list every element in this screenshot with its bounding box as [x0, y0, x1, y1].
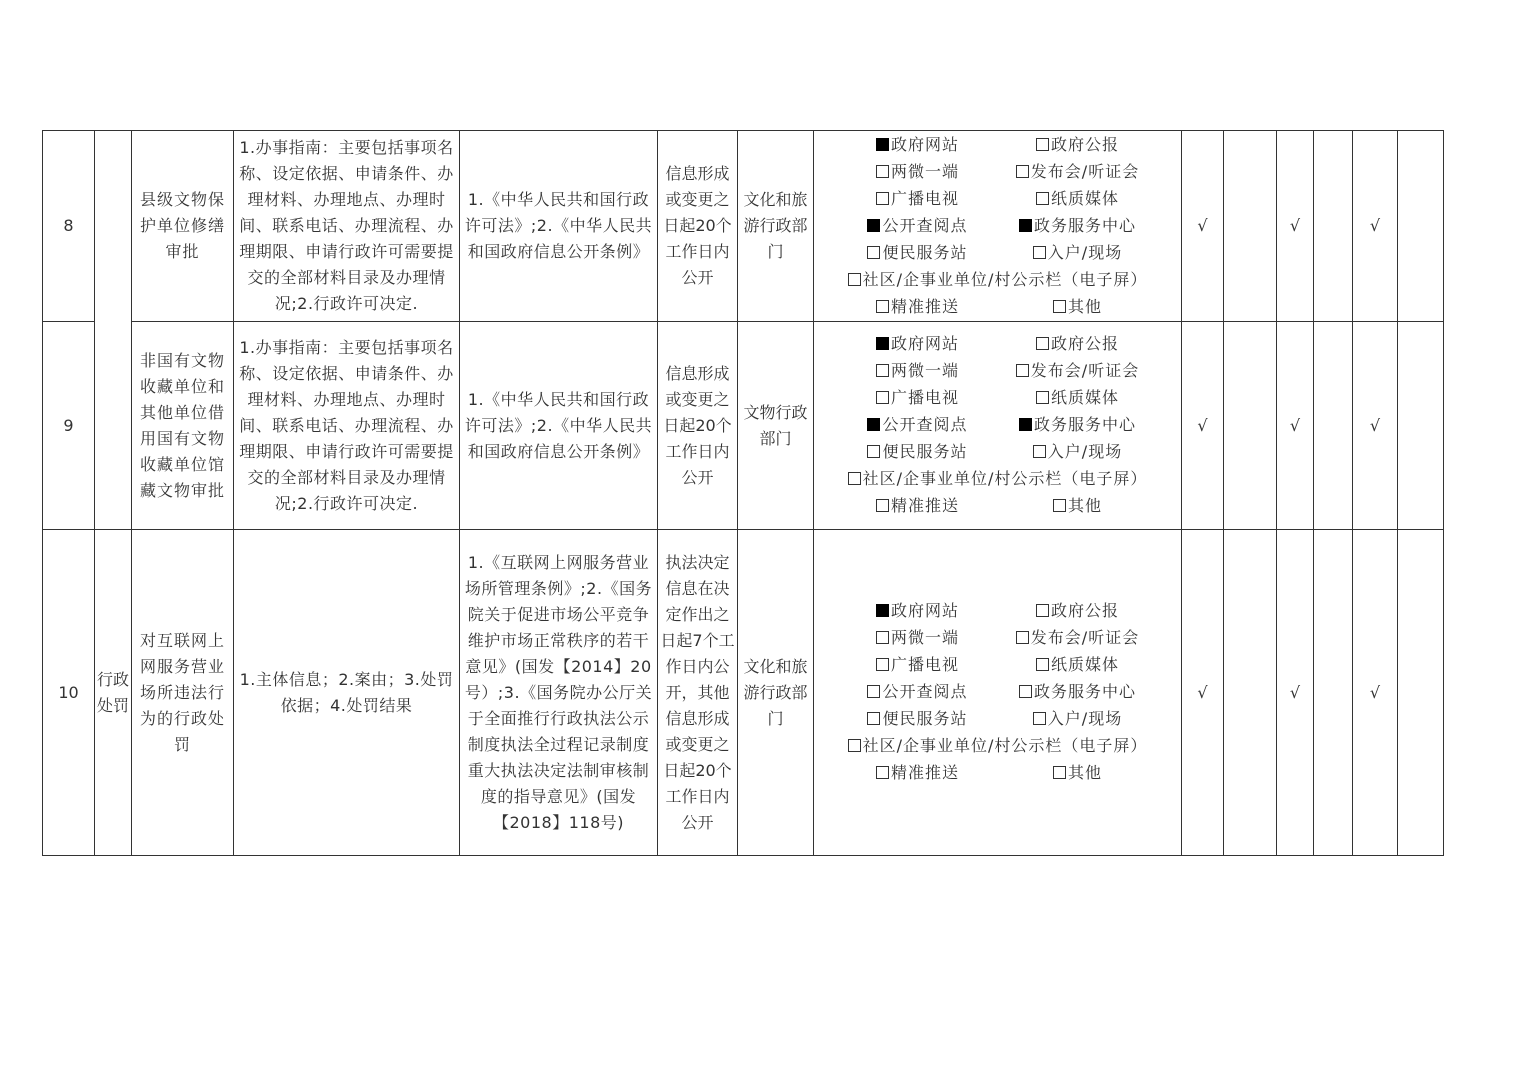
channel-label: 社区/企事业单位/村公示栏（电子屏） [862, 469, 1148, 488]
disclosure-content: 1.主体信息；2.案由；3.处罚依据；4.处罚结果 [234, 530, 460, 856]
mark-cell [1398, 530, 1444, 856]
channel-row [814, 493, 1181, 520]
channel-option [998, 294, 1158, 320]
channel-label: 社区/企事业单位/村公示栏（电子屏） [862, 736, 1148, 755]
mark-cell: √ [1182, 131, 1224, 322]
unchecked-box-icon [876, 499, 889, 512]
channel-option [998, 213, 1158, 239]
checked-box-icon [867, 219, 880, 232]
unchecked-box-icon [1036, 337, 1049, 350]
channel-option [838, 358, 998, 384]
channel-label: 便民服务站 [882, 709, 968, 728]
disclosure-basis: 1.《中华人民共和国行政许可法》;2.《中华人民共和国政府信息公开条例》 [460, 322, 658, 530]
channel-row [814, 240, 1181, 267]
channel-option [838, 240, 998, 266]
channel-option [998, 625, 1158, 651]
channel-row [814, 294, 1181, 321]
row-number: 9 [43, 322, 95, 530]
mark-cell [1314, 530, 1353, 856]
channel-row [814, 331, 1181, 358]
checked-box-icon [876, 337, 889, 350]
mark-cell [1398, 131, 1444, 322]
channel-row [814, 598, 1181, 625]
checked-box-icon [1019, 219, 1032, 232]
channel-option [998, 493, 1158, 519]
disclosure-content: 1.办事指南：主要包括事项名称、设定依据、申请条件、办理材料、办理地点、办理时间、联系电话、办理流程、办理期限、申请行政许可需要提交的全部材料目录及办理情况;2.行政许可决定. [234, 322, 460, 530]
channel-label: 其他 [1067, 763, 1102, 782]
row-number: 10 [43, 530, 95, 856]
checked-box-icon [876, 138, 889, 151]
channel-label: 其他 [1067, 496, 1102, 515]
channel-row [814, 412, 1181, 439]
unchecked-box-icon [1016, 364, 1029, 377]
channel-label: 政府网站 [890, 601, 959, 620]
channel-option [998, 358, 1158, 384]
channel-row [814, 706, 1181, 733]
channel-option [838, 213, 998, 239]
unchecked-box-icon [876, 165, 889, 178]
channel-option [838, 706, 998, 732]
unchecked-box-icon [1036, 138, 1049, 151]
channel-option [838, 385, 998, 411]
channel-option [848, 466, 1148, 492]
checked-box-icon [867, 418, 880, 431]
channel-option [998, 385, 1158, 411]
channel-option [838, 439, 998, 465]
channel-label: 纸质媒体 [1050, 388, 1119, 407]
unchecked-box-icon [1019, 685, 1032, 698]
channel-option [838, 186, 998, 212]
disclosure-time-limit: 信息形成或变更之日起20个工作日内公开 [658, 322, 738, 530]
channel-option [838, 679, 998, 705]
mark-cell [1224, 322, 1277, 530]
category-cell: 行政处罚 [95, 530, 132, 856]
channel-label: 发布会/听证会 [1030, 628, 1140, 647]
mark-cell: √ [1353, 131, 1398, 322]
channel-label: 发布会/听证会 [1030, 161, 1140, 181]
channel-label: 政务服务中心 [1033, 215, 1136, 235]
disclosure-content: 1.办事指南：主要包括事项名称、设定依据、申请条件、办理材料、办理地点、办理时间、联系电话、办理流程、办理期限、申请行政许可需要提交的全部材料目录及办理情况;2.行政许可决定. [234, 131, 460, 322]
channel-row [814, 625, 1181, 652]
unchecked-box-icon [876, 192, 889, 205]
unchecked-box-icon [876, 631, 889, 644]
mark-cell [1224, 530, 1277, 856]
channel-row [814, 186, 1181, 213]
unchecked-box-icon [876, 300, 889, 313]
channel-label: 纸质媒体 [1050, 655, 1119, 674]
channel-label: 政府公报 [1050, 601, 1119, 620]
channel-option [998, 706, 1158, 732]
channel-row [814, 267, 1181, 294]
channel-label: 便民服务站 [882, 442, 968, 461]
channel-option [848, 733, 1148, 759]
channel-label: 社区/企事业单位/村公示栏（电子屏） [862, 269, 1148, 289]
channel-label: 两微一端 [890, 361, 959, 380]
channel-option [998, 159, 1158, 185]
mark-cell [1398, 322, 1444, 530]
unchecked-box-icon [1033, 246, 1046, 259]
unchecked-box-icon [1053, 499, 1066, 512]
item-name: 对互联网上网服务营业场所违法行为的行政处罚 [132, 530, 234, 856]
mark-cell: √ [1182, 530, 1224, 856]
mark-cell: √ [1277, 530, 1314, 856]
channel-label: 政府网站 [890, 334, 959, 353]
channel-label: 政府公报 [1050, 334, 1119, 353]
unchecked-box-icon [848, 472, 861, 485]
unchecked-box-icon [867, 445, 880, 458]
unchecked-box-icon [1033, 445, 1046, 458]
channel-label: 精准推送 [890, 296, 959, 316]
unchecked-box-icon [876, 391, 889, 404]
channel-label: 公开查阅点 [882, 682, 968, 701]
channel-label: 广播电视 [890, 188, 959, 208]
channel-label: 入户/现场 [1047, 242, 1123, 262]
channel-option [838, 294, 998, 320]
channel-label: 精准推送 [890, 763, 959, 782]
channel-option [838, 625, 998, 651]
channel-option [838, 331, 998, 357]
disclosure-basis: 1.《互联网上网服务营业场所管理条例》;2.《国务院关于促进市场公平竞争维护市场正常秩序的若干意见》(国发【2014】20号）;3.《国务院办公厅关于全面推行行政执法公示制度执法全过程记录制度重大执法决定法制审核制度的指导意见》(国发【2018】118号) [460, 530, 658, 856]
channel-row [814, 733, 1181, 760]
mark-cell: √ [1353, 530, 1398, 856]
channel-label: 政务服务中心 [1033, 415, 1136, 434]
item-name: 县级文物保护单位修缮审批 [132, 131, 234, 322]
unchecked-box-icon [867, 685, 880, 698]
channel-option [838, 412, 998, 438]
responsible-department: 文化和旅游行政部门 [738, 131, 814, 322]
channel-option [998, 132, 1158, 158]
unchecked-box-icon [876, 766, 889, 779]
item-name: 非国有文物收藏单位和其他单位借用国有文物收藏单位馆藏文物审批 [132, 322, 234, 530]
channel-option [848, 267, 1148, 293]
channel-option [838, 760, 998, 786]
responsible-department: 文化和旅游行政部门 [738, 530, 814, 856]
unchecked-box-icon [876, 658, 889, 671]
channel-label: 发布会/听证会 [1030, 361, 1140, 380]
channel-label: 入户/现场 [1047, 442, 1123, 461]
table-row [43, 530, 1444, 856]
channel-row [814, 213, 1181, 240]
channel-option [998, 240, 1158, 266]
table-row [43, 131, 1444, 322]
channel-label: 其他 [1067, 296, 1102, 316]
unchecked-box-icon [867, 246, 880, 259]
unchecked-box-icon [1053, 766, 1066, 779]
channel-label: 两微一端 [890, 161, 959, 181]
disclosure-time-limit: 信息形成或变更之日起20个工作日内公开 [658, 131, 738, 322]
channel-option [998, 652, 1158, 678]
channel-option [838, 652, 998, 678]
channel-option [998, 679, 1158, 705]
mark-cell: √ [1353, 322, 1398, 530]
channel-label: 两微一端 [890, 628, 959, 647]
channel-label: 政府网站 [890, 134, 959, 154]
channel-row [814, 358, 1181, 385]
unchecked-box-icon [1036, 391, 1049, 404]
mark-cell [1314, 322, 1353, 530]
checked-box-icon [876, 604, 889, 617]
unchecked-box-icon [1033, 712, 1046, 725]
responsible-department: 文物行政部门 [738, 322, 814, 530]
disclosure-channels [814, 322, 1182, 530]
unchecked-box-icon [867, 712, 880, 725]
unchecked-box-icon [1016, 631, 1029, 644]
channel-option [998, 412, 1158, 438]
channel-row [814, 679, 1181, 706]
channel-label: 广播电视 [890, 655, 959, 674]
mark-cell: √ [1182, 322, 1224, 530]
channel-option [998, 186, 1158, 212]
table-row [43, 322, 1444, 530]
channel-label: 政务服务中心 [1033, 682, 1136, 701]
channel-row [814, 159, 1181, 186]
disclosure-time-limit: 执法决定信息在决定作出之日起7个工作日内公开，其他信息形成或变更之日起20个工作日内公开 [658, 530, 738, 856]
channel-row [814, 652, 1181, 679]
checked-box-icon [1019, 418, 1032, 431]
channel-row [814, 439, 1181, 466]
channel-option [838, 159, 998, 185]
unchecked-box-icon [848, 739, 861, 752]
unchecked-box-icon [1036, 192, 1049, 205]
channel-row [814, 466, 1181, 493]
unchecked-box-icon [1036, 604, 1049, 617]
channel-label: 纸质媒体 [1050, 188, 1119, 208]
unchecked-box-icon [848, 273, 861, 286]
unchecked-box-icon [876, 364, 889, 377]
row-number: 8 [43, 131, 95, 322]
channel-option [838, 132, 998, 158]
channel-option [998, 598, 1158, 624]
channel-row [814, 760, 1181, 787]
disclosure-table [42, 130, 1444, 856]
channel-label: 广播电视 [890, 388, 959, 407]
channel-label: 入户/现场 [1047, 709, 1123, 728]
disclosure-channels [814, 131, 1182, 322]
channel-label: 便民服务站 [882, 242, 968, 262]
mark-cell: √ [1277, 131, 1314, 322]
unchecked-box-icon [1036, 658, 1049, 671]
channel-label: 政府公报 [1050, 134, 1119, 154]
channel-label: 精准推送 [890, 496, 959, 515]
unchecked-box-icon [1053, 300, 1066, 313]
disclosure-basis: 1.《中华人民共和国行政许可法》;2.《中华人民共和国政府信息公开条例》 [460, 131, 658, 322]
category-cell [95, 131, 132, 530]
channel-option [838, 598, 998, 624]
channel-label: 公开查阅点 [882, 415, 968, 434]
channel-option [998, 331, 1158, 357]
disclosure-channels [814, 530, 1182, 856]
channel-option [998, 439, 1158, 465]
mark-cell: √ [1277, 322, 1314, 530]
channel-row [814, 132, 1181, 159]
mark-cell [1314, 131, 1353, 322]
unchecked-box-icon [1016, 165, 1029, 178]
channel-option [838, 493, 998, 519]
mark-cell [1224, 131, 1277, 322]
channel-label: 公开查阅点 [882, 215, 968, 235]
channel-row [814, 385, 1181, 412]
channel-option [998, 760, 1158, 786]
